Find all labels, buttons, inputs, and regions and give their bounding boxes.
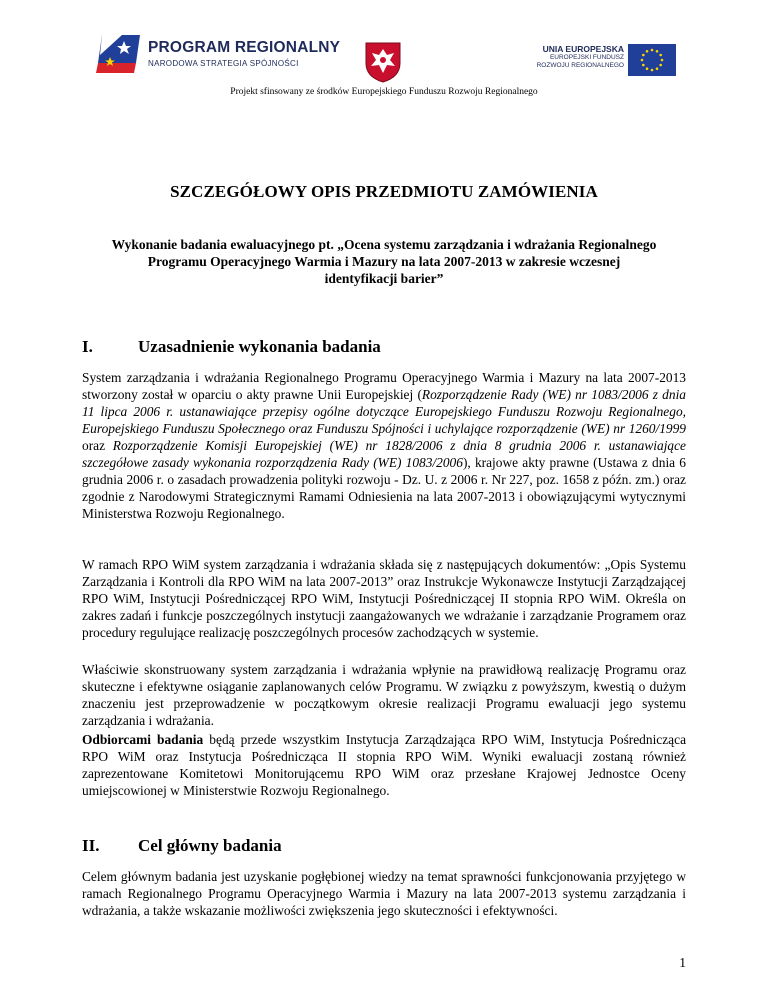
section-1-paragraph-2: W ramach RPO WiM system zarządzania i wdrażania składa się z następujących dokumentów: „Opis Systemu Zarządzania i Kontroli dla RPO WiM na lata 2007-2013” oraz Instrukcje Wykonawcze Instytucji Zarządzającej RPO WiM, Instytucji Pośredniczącej RPO WiM, Instytucji Pośredniczącej II stopnia RPO WiM. Określa on zakres zadań i funkcje poszczególnych instytucji zaangażowanych we wdrażanie i zarządzanie Programem oraz procedury regulujące realizację poszczególnych procesów zachodzących w systemie. — [82, 557, 686, 640]
eu-fund-line-2: ROZWOJU REGIONALNEGO — [536, 62, 624, 69]
section-2-number: II. — [82, 836, 100, 855]
document-subtitle: Wykonanie badania ewaluacyjnego pt. „Ocena systemu zarządzania i wdrażania Regionalnego Programu Operacyjnego Warmia i Mazury na lata 2007-2013 w zakresie wczesnej identyfikacji barier” — [111, 237, 657, 286]
eu-fund-line-1: EUROPEJSKI FUNDUSZ — [549, 54, 624, 61]
regional-crest-icon — [364, 41, 402, 83]
recipients-label: Odbiorcami badania — [82, 732, 204, 747]
section-2-paragraph-1: Celem głównym badania jest uzyskanie pogłębionej wiedzy na temat sprawności funkcjonowania przyjętego w ramach Regionalnego Programu Operacyjnego Warmia i Mazury na lata 2007-2013 systemu zarządzania i wdrażania, a także wskazanie możliwości zwiększenia jego skuteczności i efektywności. — [82, 869, 686, 918]
regulation-reference: Rozporządzenie Rady (WE) nr 1083/2006 z dnia 11 lipca 2006 r. ustanawiające przepisy ogólne dotyczące Europejskiego Funduszu Rozwoju Regionalnego, Europejskiego Funduszu Społecznego oraz Funduszu Spójności i uchylające rozporządzenie (WE) nr 1260/1999 — [82, 387, 686, 436]
paragraph-text: oraz — [82, 438, 113, 453]
flag-logo-icon — [96, 33, 142, 77]
regulation-reference: Rozporządzenie Komisji Europejskiej (WE) nr 1828/2006 z dnia 8 grudnia 2006 r. ustanawiające szczegółowe zasady wykonania rozporządzenia Rady (WE) 1083/2006 — [82, 438, 687, 470]
eu-flag-icon — [628, 44, 676, 76]
eu-title: UNIA EUROPEJSKA — [542, 44, 624, 54]
document-title: SZCZEGÓŁOWY OPIS PRZEDMIOTU ZAMÓWIENIA — [170, 182, 598, 201]
program-regionalny-logo — [96, 33, 341, 81]
section-1-heading — [82, 337, 381, 357]
eu-logo — [510, 44, 676, 78]
section-2-title: Cel główny badania — [138, 836, 282, 855]
program-logo-subtitle: NARODOWA STRATEGIA SPÓJNOŚCI — [148, 59, 299, 68]
section-1-paragraph-3: Właściwie skonstruowany system zarządzania i wdrażania wpłynie na prawidłową realizację Programu oraz skuteczne i efektywne osiąganie zaplanowanych celów Programu. W związku z powyższym, kwestią o dużym znaczeniu jest przeprowadzenie w początkowym okresie realizacji Programu ewaluacji jego systemu zarządzania i wdrażania. — [82, 662, 686, 728]
page-number: 1 — [679, 955, 686, 970]
paragraph-text: System zarządzania i wdrażania Regionalnego Programu Operacyjnego Warmia i Mazury na lata 2007-2013 stworzony został w oparciu o akty prawne Unii Europejskiej ( — [82, 370, 686, 402]
section-1-paragraph-4 — [82, 731, 686, 799]
section-1-number: I. — [82, 337, 93, 356]
section-1-paragraph-1 — [82, 369, 686, 522]
paragraph-text: będą przede wszystkim Instytucja Zarządzająca RPO WiM, Instytucja Pośrednicząca RPO WiM oraz Instytucja Pośrednicząca II stopnia RPO WiM. Wyniki ewaluacji zostaną również zaprezentowane Komitetowi Monitorującemu RPO WiM oraz przesłane Krajowej Jednostce Oceny umiejscowionej w Ministerstwie Rozwoju Regionalnego. — [82, 732, 687, 798]
program-logo-title: PROGRAM REGIONALNY — [148, 39, 341, 56]
paragraph-text: ), krajowe akty prawne (Ustawa z dnia 6 grudnia 2006 r. o zasadach prowadzenia polityki rozwoju - Dz. U. z 2006 r. Nr 227, poz. 1658 z późn. zm.) oraz zgodnie z Narodowymi Strategicznymi Ramami Odniesienia na lata 2007-2013 i obowiązującymi wytycznymi Ministerstwa Rozwoju Regionalnego. — [82, 455, 686, 521]
section-2-heading — [82, 836, 282, 856]
section-1-title: Uzasadnienie wykonania badania — [138, 337, 381, 356]
funding-note: Projekt sfinsowany ze środków Europejskiego Funduszu Rozwoju Regionalnego — [230, 87, 538, 97]
